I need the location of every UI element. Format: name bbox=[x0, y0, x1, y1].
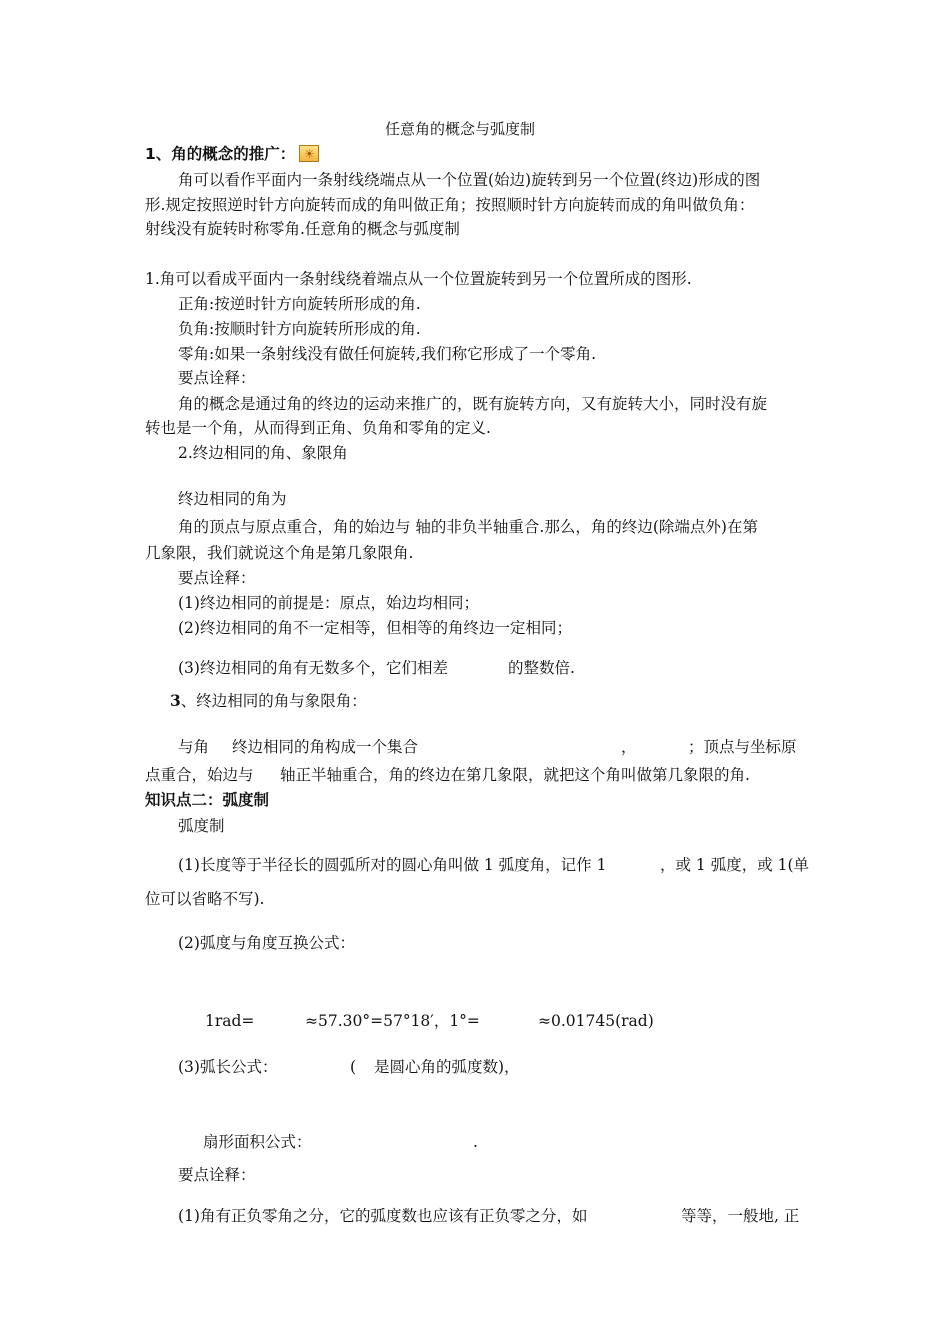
section-heading-1 bbox=[145, 144, 319, 164]
paragraph-segment: ；顶点与坐标原 bbox=[688, 738, 797, 756]
paragraph-line: 1.角可以看成平面内一条射线绕着端点从一个位置旋转到另一个位置所成的图形. bbox=[145, 270, 692, 288]
paragraph-line: 几象限，我们就说这个角是第几象限角. bbox=[145, 544, 414, 562]
paragraph-line: 弧度制 bbox=[178, 817, 225, 835]
paragraph-segment: ( bbox=[350, 1058, 357, 1076]
paragraph-line: 角可以看作平面内一条射线绕端点从一个位置(始边)旋转到另一个位置(终边)形成的图 bbox=[178, 171, 761, 189]
definition-positive-angle: 正角:按逆时针方向旋转所形成的角. bbox=[178, 295, 421, 313]
doc-title: 任意角的概念与弧度制 bbox=[385, 120, 536, 138]
subsection-heading bbox=[170, 691, 367, 711]
paragraph-segment: 轴正半轴重合，角的终边在第几象限，就把这个角叫做第几象限的角. bbox=[280, 766, 750, 784]
paragraph-segment: 与角 bbox=[178, 738, 210, 756]
paragraph-line: 位可以省略不写). bbox=[145, 890, 265, 908]
paragraph-line: 形.规定按照逆时针方向旋转而成的角叫做正角；按照顺时针方向旋转而成的角叫做负角： bbox=[145, 196, 755, 214]
paragraph-segment: ，或 1 弧度，或 1(单 bbox=[660, 856, 810, 874]
paragraph-line: 射线没有旋转时称零角.任意角的概念与弧度制 bbox=[145, 220, 460, 238]
paragraph-segment: ， bbox=[621, 738, 637, 756]
list-item: (3)终边相同的角有无数多个，它们相差 bbox=[178, 659, 448, 677]
paragraph-segment: . bbox=[473, 1133, 478, 1151]
list-item: (1)终边相同的前提是：原点，始边均相同； bbox=[178, 594, 479, 612]
paragraph-line: 终边相同的角为 bbox=[178, 490, 287, 508]
paragraph-segment: (3)弧长公式： bbox=[178, 1058, 278, 1076]
subsection-heading: 2.终边相同的角、象限角 bbox=[178, 444, 348, 462]
subsection-title: 、终边相同的角与象限角： bbox=[180, 692, 367, 710]
subsection-number: 3 bbox=[170, 691, 181, 710]
list-item-tail: 的整数倍. bbox=[508, 659, 575, 677]
definition-negative-angle: 负角:按顺时针方向旋转所形成的角. bbox=[178, 320, 421, 338]
key-points-label: 要点诠释： bbox=[178, 1166, 256, 1184]
paragraph-segment: 终边相同的角构成一个集合 bbox=[232, 738, 419, 756]
paragraph-segment: 是圆心角的弧度数)， bbox=[374, 1058, 520, 1076]
formula-segment: ≈0.01745(rad) bbox=[538, 1012, 654, 1030]
paragraph-line: 角的顶点与原点重合，角的始边与 轴的非负半轴重合.那么，角的终边(除端点外)在第 bbox=[178, 518, 758, 536]
paragraph-segment: 等等，一般地, 正 bbox=[681, 1207, 800, 1225]
formula-segment: ≈57.30°=57°18′，1°= bbox=[305, 1012, 480, 1030]
definition-zero-angle: 零角:如果一条射线没有做任何旋转,我们称它形成了一个零角. bbox=[178, 345, 597, 363]
paragraph-segment: (1)角有正负零角之分，它的弧度数也应该有正负零之分，如 bbox=[178, 1207, 588, 1225]
list-item: (2)终边相同的角不一定相等，但相等的角终边一定相同； bbox=[178, 619, 572, 637]
key-points-label: 要点诠释： bbox=[178, 369, 256, 387]
paragraph-line: 角的概念是通过角的终边的运动来推广的，既有旋转方向，又有旋转大小，同时没有旋 bbox=[178, 395, 768, 413]
paragraph-segment: 点重合，始边与 bbox=[145, 766, 254, 784]
section-heading-2: 知识点二：弧度制 bbox=[145, 791, 270, 809]
paragraph-segment: (1)长度等于半径长的圆弧所对的圆心角叫做 1 弧度角，记作 1 bbox=[178, 856, 607, 874]
paragraph-segment: 扇形面积公式： bbox=[203, 1133, 312, 1151]
formula-segment: 1rad= bbox=[205, 1012, 255, 1030]
paragraph-line: (2)弧度与角度互换公式： bbox=[178, 934, 355, 952]
key-points-label: 要点诠释： bbox=[178, 569, 256, 587]
folder-star-icon[interactable] bbox=[299, 145, 319, 162]
section-heading-1-text: 1、角的概念的推广： bbox=[145, 145, 296, 163]
paragraph-line: 转也是一个角，从而得到正角、负角和零角的定义. bbox=[145, 419, 491, 437]
